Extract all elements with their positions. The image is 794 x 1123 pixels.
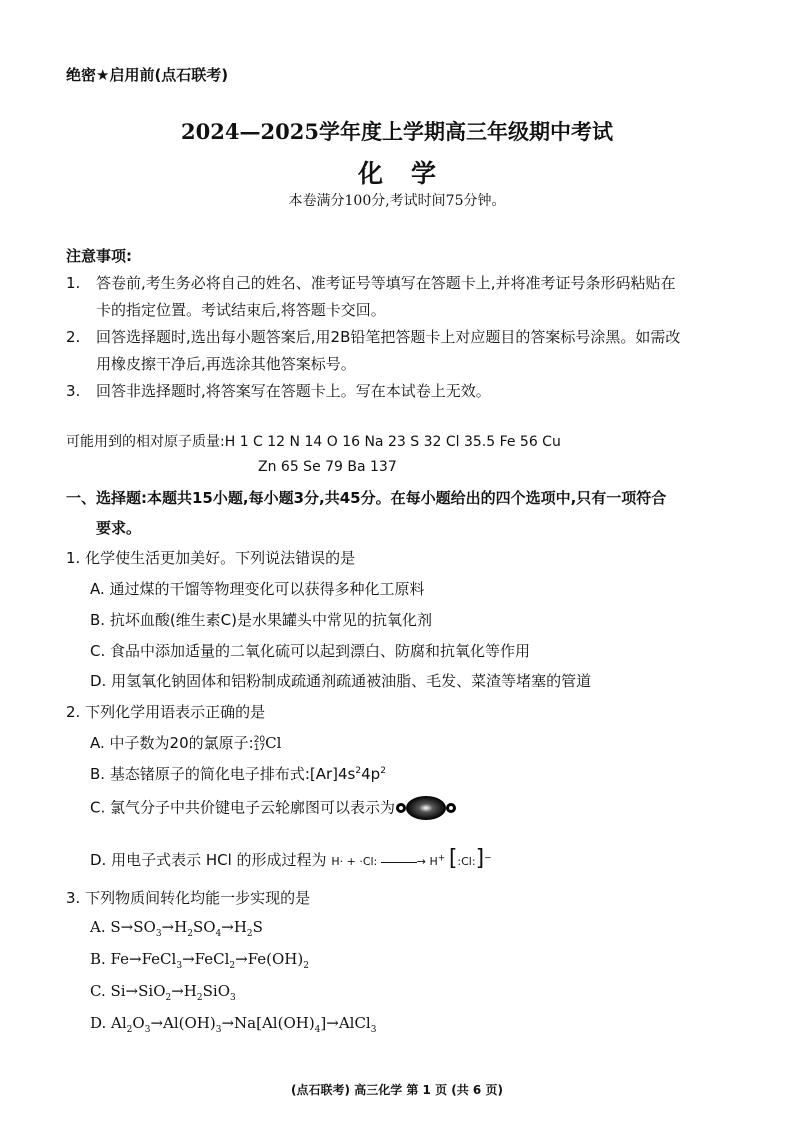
question-2-option-d: D. 用电子式表示 HCl 的形成过程为 H· + ·Cl: → H+ [:Cl:]−: [90, 846, 492, 871]
atomic-masses: 可能用到的相对原子质量:H 1 C 12 N 14 O 16 Na 23 S 32 Cl 35.5 Fe 56 Cu: [66, 434, 561, 450]
question-1-option-c: C. 食品中添加适量的二氧化硫可以起到漂白、防腐和抗氧化等作用: [90, 642, 531, 660]
notice-heading: 注意事项:: [66, 247, 132, 265]
question-3-option-a: A. $S\to SO_3\to H_2SO_4\to H_2S$: [90, 918, 263, 939]
section-heading-cont: 要求。: [96, 519, 142, 537]
notice-item-cont: 用橡皮擦干净后,再选涂其他答案标号。: [96, 355, 356, 373]
electron-cloud-image: [395, 795, 457, 821]
page-footer: (点石联考) 高三化学 第 1 页 (共 6 页): [291, 1083, 503, 1097]
question-2-option-b: B. 基态锗原子的简化电子排布式$:[Ar]4s^24p^2$: [90, 765, 386, 783]
score-time-note: 本卷满分100分,考试时间75分钟。: [288, 193, 506, 209]
confidential-label: 绝密★启用前(点石联考): [66, 66, 229, 84]
atomic-masses-cont: Zn 65 Se 79 Ba 137: [258, 459, 397, 475]
question-1-option-b: B. 抗坏血酸(维生素C)是水果罐头中常见的抗氧化剂: [90, 611, 433, 629]
question-3-option-c: C. $Si\to SiO_2\to H_2SiO_3$: [90, 982, 236, 1003]
question-1-option-d: D. 用氢氧化钠固体和铝粉制成疏通剂疏通被油脂、毛发、菜渣等堵塞的管道: [90, 672, 592, 690]
question-3-option-b: B. $Fe\to FeCl_3\to FeCl_2\to Fe(OH)_2$: [90, 950, 309, 971]
question-1-option-a: A. 通过煤的干馏等物理变化可以获得多种化工原料: [90, 580, 425, 598]
notice-item: 1. 答卷前,考生务必将自己的姓名、准考证号等填写在答题卡上,并将准考证号条形码粘贴在: [66, 274, 676, 292]
exam-title: 2024—2025学年度上学期高三年级期中考试: [181, 119, 613, 144]
notice-item-cont: 卡的指定位置。考试结束后,将答题卡交回。: [96, 301, 386, 319]
question-2-stem: 2. 下列化学用语表示正确的是: [66, 703, 266, 721]
question-1-stem: 1. 化学使生活更加美好。下列说法错误的是: [66, 549, 356, 567]
question-3-stem: 3. 下列物质间转化均能一步实现的是: [66, 889, 311, 907]
notice-item: 2. 回答选择题时,选出每小题答案后,用2B铅笔把答题卡上对应题目的答案标号涂黑。如需改: [66, 328, 681, 346]
question-2-option-a: A. 中子数为20的氯原子:20 17Cl: [90, 734, 282, 753]
section-heading: 一、选择题:本题共15小题,每小题3分,共45分。在每小题给出的四个选项中,只有一项符合: [66, 489, 667, 507]
question-2-option-c: C. 氯气分子中共价键电子云轮廓图可以表示为: [90, 795, 457, 821]
subject-title: 化学: [357, 159, 464, 188]
lewis-formation: H· + ·Cl: → H+ [:Cl:]−: [331, 846, 492, 871]
question-3-option-d: D. $Al_2O_3\to Al(OH)_3\to Na[Al(OH)_4]\to AlCl_3$: [90, 1014, 377, 1035]
notice-item: 3. 回答非选择题时,将答案写在答题卡上。写在本试卷上无效。: [66, 382, 491, 400]
